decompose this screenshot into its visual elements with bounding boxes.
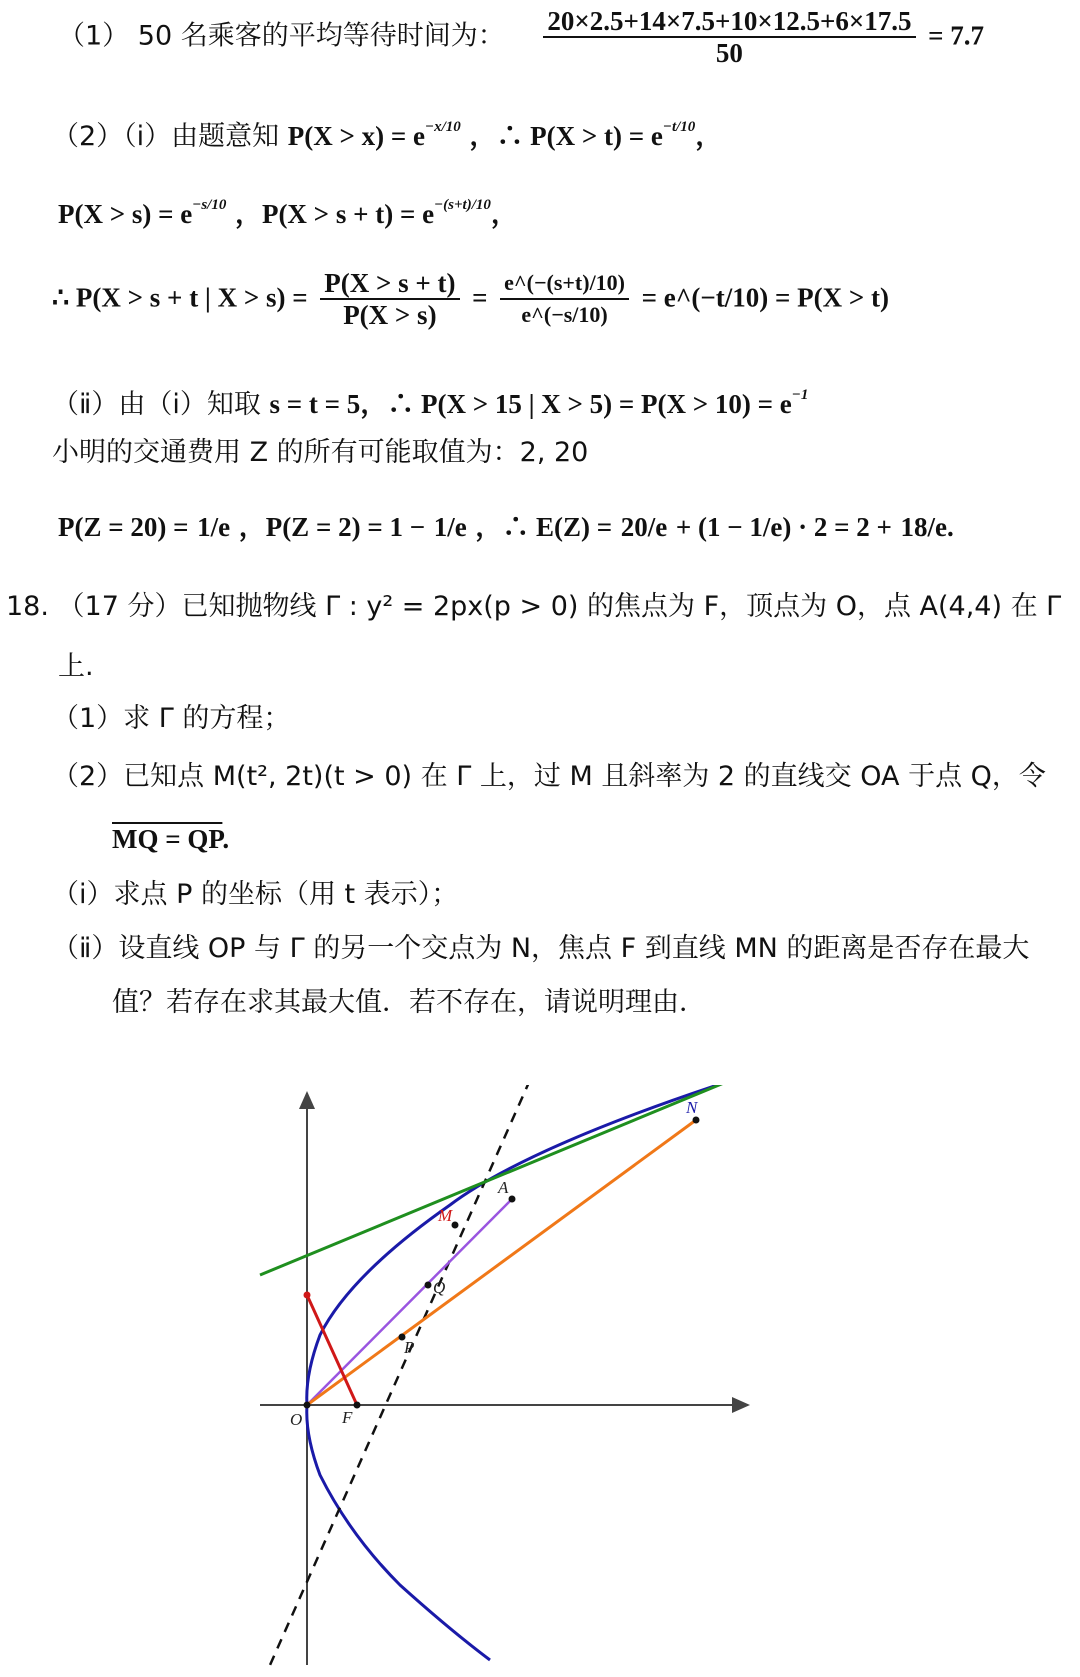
label-m: M — [438, 1206, 453, 1225]
sol2-eq3: P(X > s) = e — [58, 199, 193, 229]
parabola-figure — [250, 1085, 770, 1670]
sol2-cond-num2: e^(−(s+t)/10) — [500, 268, 629, 300]
sol2-cond-den2: e^(−s/10) — [521, 302, 608, 327]
sol2-cond-frac1 — [320, 268, 459, 330]
sol1-fraction — [543, 6, 915, 68]
line-on — [307, 1120, 696, 1405]
label-a: A — [498, 1178, 509, 1197]
sol2-eq1: P(X > x) = e — [287, 121, 426, 151]
sol2-line3: ∴ P(X > s + t | X > s) = $\frac{P(X > s + t)}{P(X > s)}$ = $\frac{e\^{}(-(s+t)/10)}{e\^{}(-s/10)}$ = e^(−t/10) = P(X > t) — [52, 268, 890, 330]
sol2-cond-den: P(X > s) — [343, 300, 437, 330]
sol2-ii-exp: −1 — [791, 387, 809, 403]
q18-part2-line2 — [112, 822, 229, 857]
q18-stem-line2: 上. — [58, 651, 94, 682]
q18-stem: （17 分）已知抛物线 Γ : y² = 2px(p > 0) 的焦点为 F，顶点为 O，点 A(4,4) 在 Γ — [57, 591, 1062, 622]
q18-stem-line1 — [6, 590, 1061, 624]
sol2-label: （2）（ⅰ）由题意知 — [52, 121, 280, 152]
sol1-label: （1） — [58, 20, 130, 52]
sol2-eq1-exp: −x/10 — [425, 119, 461, 135]
sol2-p20: P(Z = 20) = — [58, 512, 189, 542]
sol2-eq4-exp: −(s+t)/10 — [434, 197, 491, 213]
sol2-eq4: ，P(X > s + t) = e — [234, 199, 435, 229]
sol2-cond-rhs: = e^(−t/10) = P(X > t) — [641, 282, 890, 313]
sol2-line2: $P(X > s) = e^{-s/10}$ ，$P(X > s + t) = e^{-(s+t)/10}$， — [58, 197, 518, 229]
sol2-p2: ，P(Z = 2) = 1 − — [238, 512, 426, 542]
point-q — [425, 1282, 432, 1289]
q18-part2-ii-line2: 值？若存在求其最大值．若不存在，请说明理由． — [112, 987, 706, 1018]
q18-vector-eq: MQ = QP — [112, 824, 223, 854]
sol2-ii-label: （ⅱ）由（ⅰ）知取 — [52, 389, 261, 420]
sol1-denominator: 50 — [715, 38, 743, 68]
label-q: Q — [433, 1278, 446, 1297]
sol2-expectation-line — [58, 510, 954, 545]
q18-part2-end: . — [222, 824, 230, 854]
sol2-p2-val: 1/e — [433, 512, 467, 542]
sol2-z-values: 小明的交通费用 Z 的所有可能取值为：2, 20 — [52, 437, 589, 468]
sol2-cond-num: P(X > s + t) — [320, 268, 459, 300]
sol1-line — [58, 6, 984, 68]
point-f — [354, 1402, 361, 1409]
label-f: F — [342, 1408, 353, 1427]
point-o — [304, 1402, 311, 1409]
line-oa — [307, 1199, 512, 1405]
q18-part1: （1）求 Γ 的方程； — [52, 703, 291, 734]
q18-part2-ii-line1: （ⅱ）设直线 OP 与 Γ 的另一个交点为 N，焦点 F 到直线 MN 的距离是否存在最大 — [52, 933, 1030, 964]
sol1-result: = 7.7 — [928, 20, 985, 51]
point-y-intercept — [304, 1292, 311, 1299]
sol2-ez-end: . — [946, 512, 954, 542]
sol2-eq3-exp: −s/10 — [192, 197, 227, 213]
q18-part2-line1: （2）已知点 M(t², 2t)(t > 0) 在 Γ 上，过 M 且斜率为 2 的直线交 OA 于点 Q，令 — [52, 761, 1046, 792]
point-n — [693, 1117, 700, 1124]
sol2-p20-val: 1/e — [197, 512, 231, 542]
sol2-ez-c: 18/e — [900, 512, 947, 542]
sol2-eq2: ，∴ P(X > t) = e — [469, 121, 663, 151]
sol2-line1: （2）（ⅰ）由题意知 $P(X > x) = e^{-x/10}$ ，∴ $P(X > t) = e^{-t/10}$， — [52, 119, 723, 152]
q18-number: 18. — [6, 591, 49, 622]
sol2-cond-frac2 — [500, 268, 629, 330]
point-m — [452, 1222, 459, 1229]
sol2-ii-line — [52, 378, 808, 422]
sol1-numerator: 20×2.5+14×7.5+10×12.5+6×17.5 — [543, 6, 915, 38]
sol2-eq2-exp: −t/10 — [662, 119, 696, 135]
sol2-ii-text: s = t = 5，∴ P(X > 15 | X > 5) = P(X > 10) = e — [269, 389, 792, 419]
label-o: O — [290, 1410, 303, 1429]
point-a — [509, 1196, 516, 1203]
q18-part2-i: （ⅰ）求点 P 的坐标（用 t 表示）； — [52, 879, 459, 910]
sol1-text: 50 名乘客的平均等待时间为： — [137, 20, 505, 52]
parabola-curve — [307, 1085, 748, 1660]
sol2-ez-b: + (1 − 1/e) · 2 = 2 + — [675, 512, 892, 542]
label-n: N — [686, 1098, 698, 1117]
sol2-ez: ，∴ E(Z) = — [475, 512, 613, 542]
sol2-ez-a: 20/e — [620, 512, 668, 542]
sol2-cond-lhs: ∴ P(X > s + t | X > s) = — [52, 282, 308, 313]
label-p: P — [404, 1338, 415, 1357]
